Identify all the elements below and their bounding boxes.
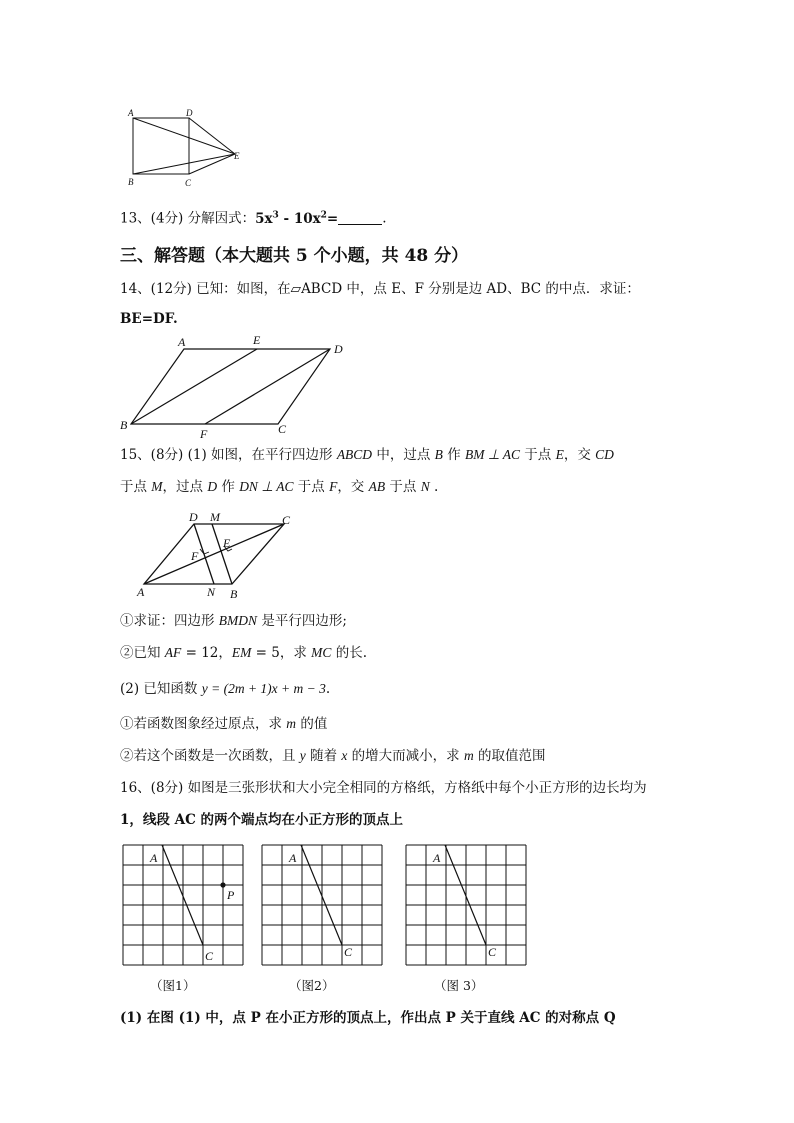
question-15-part2-item2: ②若这个函数是一次函数，且 y 随着 x 的增大而减小，求 m 的取值范围: [120, 748, 546, 764]
label-a: A: [137, 585, 145, 599]
label-d: D: [334, 342, 343, 356]
grid-figure-3: [405, 844, 527, 966]
figure-square-abcd-e: [120, 104, 250, 194]
label-m: M: [210, 510, 220, 524]
grid-figure-2: [261, 844, 383, 966]
figure-parallelogram-q15: [132, 508, 302, 608]
label-d: D: [189, 510, 198, 524]
answer-blank[interactable]: [338, 211, 382, 225]
question-15-line2: 于点 M，过点 D 作 DN ⊥ AC 于点 F，交 AB 于点 N .: [120, 479, 439, 495]
question-15-part2-item1: ①若函数图象经过原点，求 m 的值: [120, 716, 328, 732]
question-16-task1: (1) 在图 (1) 中，点 P 在小正方形的顶点上，作出点 P 关于直线 AC 的对称点 Q: [120, 1010, 616, 1026]
label-c: C: [185, 178, 192, 188]
label-b: B: [230, 587, 238, 601]
label-p: P: [227, 888, 235, 902]
label-c: C: [488, 945, 497, 959]
section-title: 三、解答题（本大题共 5 个小题，共 48 分）: [120, 246, 469, 266]
label-b: B: [120, 418, 128, 432]
caption-figure-3: （图 3）: [434, 978, 484, 993]
label-a: A: [150, 851, 158, 865]
label-e: E: [253, 333, 261, 347]
question-14-line1: 14、(12分) 已知：如图，在▱ABCD 中，点 E、F 分别是边 AD、BC 的中点．求证：: [120, 281, 640, 297]
question-13: 13、(4分) 分解因式：$5x^3 - 10x^2=$ .: [120, 210, 387, 227]
figure-parallelogram-q14: [118, 334, 358, 444]
label-b: B: [128, 177, 134, 187]
question-16-line2: 1，线段 AC 的两个端点均在小正方形的顶点上: [120, 812, 404, 828]
question-15-part1-item1: ①求证：四边形 BMDN 是平行四边形;: [120, 613, 347, 629]
question-14-line2: BE=DF.: [120, 311, 178, 327]
label-c: C: [282, 513, 291, 527]
label-a: A: [178, 335, 186, 349]
label-a: A: [433, 851, 441, 865]
label-f: F: [191, 549, 199, 563]
caption-figure-1: （图1）: [150, 978, 196, 993]
label-c: C: [344, 945, 353, 959]
grid-figure-1: [122, 844, 244, 966]
label-n: N: [207, 585, 216, 599]
caption-figure-2: （图2）: [289, 978, 335, 993]
label-a: A: [289, 851, 297, 865]
question-16-line1: 16、(8分) 如图是三张形状和大小完全相同的方格纸，方格纸中每个小正方形的边长均为: [120, 780, 647, 796]
label-e: E: [223, 536, 231, 550]
label-c: C: [205, 949, 214, 963]
label-c: C: [278, 422, 287, 436]
question-15-line1: 15、(8分) (1) 如图，在平行四边形 ABCD 中，过点 B 作 BM ⊥ AC 于点 E，交 CD: [120, 447, 614, 463]
label-d: D: [186, 108, 193, 118]
question-15-part1-item2: ②已知 AF = 12，EM = 5，求 MC 的长.: [120, 645, 367, 661]
label-a: A: [128, 108, 134, 118]
label-f: F: [200, 427, 208, 441]
question-15-part2: (2) 已知函数 y = (2m + 1)x + m − 3.: [120, 681, 331, 697]
label-e: E: [234, 151, 240, 161]
